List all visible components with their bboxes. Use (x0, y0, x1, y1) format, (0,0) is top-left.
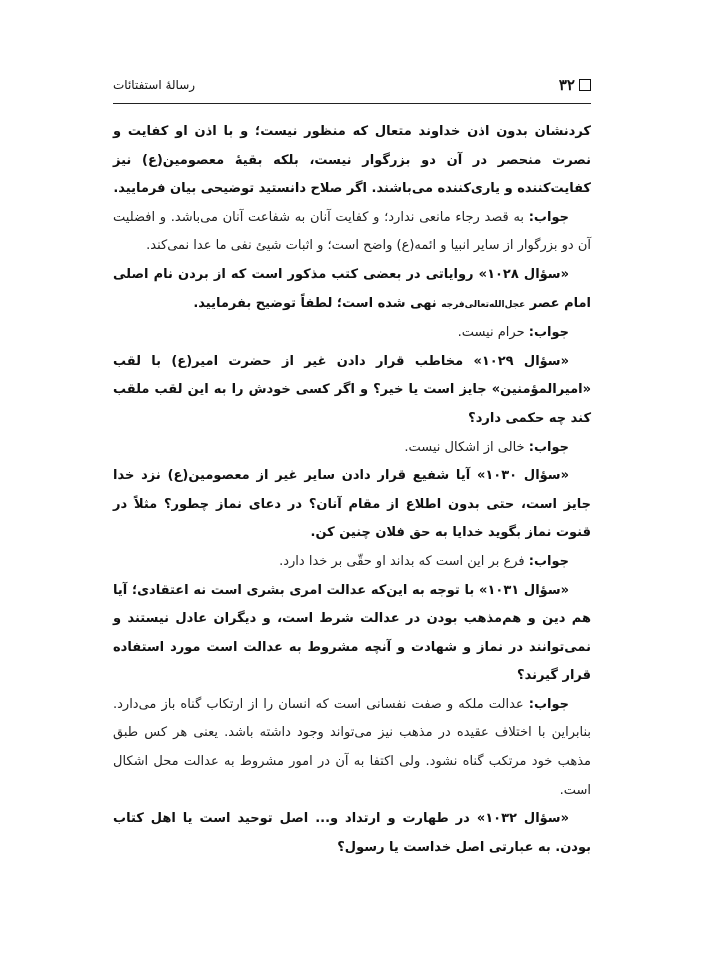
q1029-number: «سؤال ۱۰۲۹» (473, 353, 569, 369)
q1028-number: «سؤال ۱۰۲۸» (478, 266, 569, 282)
question-1028 (113, 261, 591, 319)
intro-answer (113, 204, 591, 261)
answer-1028 (113, 319, 591, 348)
q1032-text: در طهارت و ارتداد و... اصل توحيد است يا اهل كتاب بودن. به عبارتی اصل خداست يا رسول؟ (113, 811, 591, 855)
q1030-text: آيا شفيع قرار دادن ساير غير از معصومين(ع) نزد خدا جايز است، حتی بدون اطلاع از مقام آنان؟ در دعای نماز چطور؟ مثلاً در قنوت نماز بگويد خدايا به حق فلان چنين كن. (113, 468, 591, 541)
q1032-number: «سؤال ۱۰۳۲» (476, 811, 569, 827)
q1031-number: «سؤال ۱۰۳۱» (479, 582, 569, 598)
question-1029 (113, 348, 591, 434)
question-1030 (113, 462, 591, 548)
q1031-text: با توجه به اين‌كه عدالت امری بشری است نه اعتقادی؛ آيا هم دين و هم‌مذهب بودن در عدالت شرط است، و ديگران عادل نيستند و نمی‌توانند در نماز و شهادت و آنچه مشروط به عدالت است مورد استفاده قرار گيرند؟ (113, 582, 591, 684)
question-1032 (113, 805, 591, 862)
square-bullet-icon (579, 79, 591, 91)
running-title: رسالهٔ استفتائات (113, 78, 196, 92)
header-rule (113, 103, 591, 104)
answer-1029 (113, 434, 591, 463)
answer-label: جواب: (528, 439, 569, 455)
page-header (113, 70, 591, 100)
a1029-text: خالی از اشكال نيست. (404, 439, 525, 455)
q1029-text: مخاطب قرار دادن غير از حضرت امير(ع) با لقب «اميرالمؤمنين» جايز است يا خير؟ و اگر كسی خودش را به اين لقب ملقب كند چه حكمی دارد؟ (113, 353, 591, 426)
q1028-honorific: عجل‌الله‌تعالی‌فرجه (441, 299, 526, 310)
answer-label: جواب: (528, 325, 569, 341)
q1028-text2: نهی شده است؛ لطفاً توضيح بفرماييد. (193, 295, 437, 311)
answer-label: جواب: (528, 696, 569, 712)
page-number (559, 76, 591, 94)
intro-answer-text: به قصد رجاء مانعی ندارد؛ و كفايت آنان به شفاعت آنان می‌باشد. و افضليت آن دو بزرگوار از ساير انبيا و ائمه(ع) واضح است؛ و اثبات شيئ نفی ما عدا نمی‌كند. (113, 209, 591, 254)
a1030-text: فرع بر اين است كه بداند او حقّی بر خدا دارد. (279, 553, 525, 569)
a1031-text: عدالت ملكه و صفت نفسانی است كه انسان را از ارتكاب گناه باز می‌دارد. بنابراين با اختلاف عقيده در مذهب نيز می‌تواند وجود داشته باشد. يعنی هر كس طبق مذهب خود مرتكب گناه نشود. ولی اكتفا به آن در امور مشروط به عدالت محل اشكال است. (113, 696, 591, 798)
q1030-number: «سؤال ۱۰۳۰» (476, 468, 569, 484)
answer-label: جواب: (528, 209, 569, 225)
answer-1030 (113, 548, 591, 577)
answer-label: جواب: (528, 553, 569, 569)
intro-question: كردنشان بدون اذن خداوند متعال كه منظور نيست؛ و با اذن او كفايت و نصرت منحصر در آن دو بزرگوار نيست، بلكه بقيهٔ معصومين(ع) نيز كفايت‌كننده و ياری‌كننده می‌باشند. اگر صلاح دانستيد توضيحی بيان فرماييد. (113, 124, 591, 197)
question-1031 (113, 577, 591, 691)
a1028-text: حرام نيست. (457, 325, 525, 341)
body-text (113, 118, 591, 862)
q1028-text: رواياتی در بعضی كتب مذكور است كه از بردن نام اصلی امام عصر (113, 266, 591, 311)
page-number-text: ۳۲ (558, 76, 575, 94)
answer-1031 (113, 691, 591, 805)
